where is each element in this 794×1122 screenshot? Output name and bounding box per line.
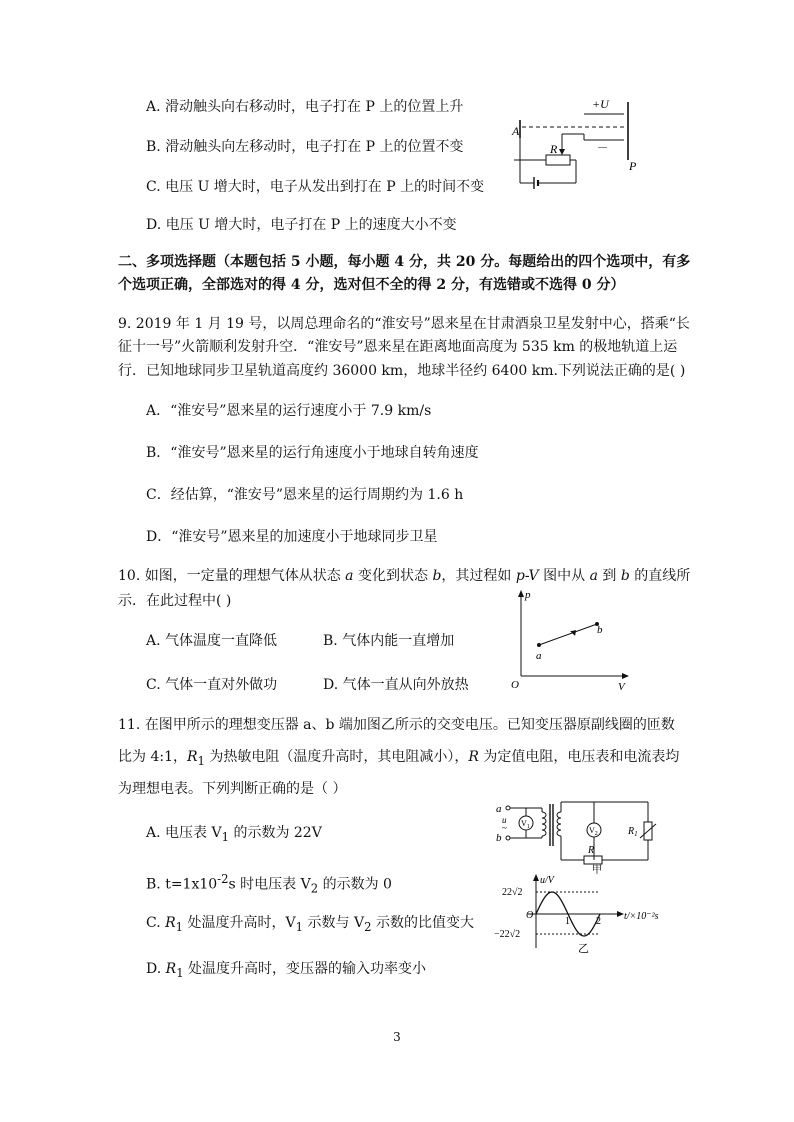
q10-stem-line1: 10. 如图，一定量的理想气体从状态 a 变化到状态 b，其过程如 p-V 图中从 a 到 b 的直线所	[118, 568, 691, 584]
q11-secondary-coil	[557, 812, 561, 836]
q9-option-c: C．经估算，“淮安号”恩来星的运行周期约为 1.6 h	[146, 487, 464, 503]
q10-option-a: A. 气体温度一直降低	[146, 633, 278, 649]
q11-v2-label: $V_2$	[589, 826, 598, 837]
q10-pv-graph	[505, 588, 635, 693]
q11-ymin-label: −22√2	[494, 929, 521, 940]
q11-stem-line1: 11. 在图甲所示的理想变压器 a、b 端加图乙所示的交变电压。已知变压器原副线圈的匝数	[118, 717, 675, 733]
q9-option-b: B．“淮安号”恩来星的运行角速度小于地球自转角速度	[146, 445, 479, 461]
q11-transformer-circuit	[488, 798, 668, 874]
q11-tick-1: 1	[565, 916, 570, 927]
q10-a-label: a	[536, 650, 542, 662]
q8-option-a: A. 滑动触头向右移动时，电子打在 P 上的位置上升	[146, 99, 464, 115]
q11-r1-label: $R_1$	[628, 826, 638, 838]
q11-option-d: D. $R_1$ 处温度升高时，变压器的输入功率变小	[146, 961, 427, 980]
q11-primary-coil	[542, 812, 546, 836]
q11-option-b: B. $t=1x10^{-2}s$ 时电压表 $V_2$ 的示数为 0	[146, 872, 392, 896]
q11-stem-line3: 为理想电表。下列判断正确的是（ ）	[118, 781, 347, 797]
q9-stem-line1: 9. 2019 年 1 月 19 号，以周总理命名的“淮安号”恩来星在甘肃酒泉卫星发射中心，搭乘“长	[118, 316, 690, 332]
q10-point-a	[537, 643, 541, 647]
q10-origin-label: O	[511, 679, 519, 691]
q11-ymax-label: 22√2	[502, 887, 523, 898]
q10-p-axis-label: p	[525, 589, 531, 601]
q11-v1-label: $V_1$	[521, 819, 530, 830]
q10-stem-line2: 示．在此过程中( )	[118, 593, 232, 609]
q8-resistor-r	[546, 155, 570, 165]
q11-terminal-b-label: b	[496, 832, 502, 844]
q11-resistor-r	[584, 856, 602, 864]
section2-heading-line2: 个选项正确，全部选对的得 4 分，选对但不全的得 2 分，有选错或不选得 0 分）	[118, 277, 625, 293]
section2-heading-line1: 二、多项选择题（本题包括 5 小题，每小题 4 分，共 20 分。每题给出的四个选项中，有多	[118, 254, 691, 270]
q11-figure-jia-caption: 甲	[592, 865, 602, 874]
q11-figure-yi-caption: 乙	[578, 943, 589, 955]
page-number: 3	[393, 1030, 401, 1044]
q11-origin-label: O	[526, 910, 534, 921]
q8-minus-label: —	[598, 142, 607, 152]
q10-option-d: D. 气体一直从向外放热	[323, 677, 469, 693]
q11-tick-2: 2	[596, 916, 601, 927]
q11-ac-symbol: ~	[502, 823, 507, 833]
q8-plus-u-label: +U	[592, 97, 609, 111]
q11-u-label: u	[502, 815, 507, 825]
q11-xlabel: t/×10⁻²s	[624, 911, 659, 922]
q8-p-label: P	[629, 159, 637, 173]
q10-option-b: B. 气体内能一直增加	[323, 633, 455, 649]
q11-sine-graph	[488, 874, 688, 956]
q8-option-c: C. 电压 U 增大时，电子从发出到打在 P 上的时间不变	[146, 179, 485, 195]
q8-option-d: D. 电压 U 增大时，电子打在 P 上的速度大小不变	[146, 217, 457, 233]
q8-a-label: A	[512, 124, 520, 138]
q11-option-a: A. 电压表 $V_1$ 的示数为 22V	[146, 825, 322, 844]
q11-stem-line2: 比为 4:1，$R_1$ 为热敏电阻（温度升高时，其电阻减小），R 为定值电阻，电压表和电流表均	[118, 749, 680, 768]
q11-terminal-a-label: a	[496, 803, 502, 815]
q8-r-label: R	[550, 142, 558, 156]
q8-option-b: B. 滑动触头向左移动时，电子打在 P 上的位置不变	[146, 139, 464, 155]
q9-stem-line3: 行．已知地球同步卫星轨道高度约 36000 km，地球半径约 6400 km.下列说法正确的是( )	[118, 363, 686, 379]
q8-circuit-figure	[500, 90, 650, 200]
q11-option-c: C. $R_1$ 处温度升高时，$V_1$ 示数与 $V_2$ 示数的比值变大	[146, 915, 474, 934]
q10-b-label: b	[597, 624, 603, 636]
q10-option-c: C. 气体一直对外做功	[146, 677, 278, 693]
q11-ylabel: u/V	[540, 875, 554, 886]
q9-option-a: A．“淮安号”恩来星的运行速度小于 7.9 km/s	[146, 403, 432, 419]
q9-option-d: D．“淮安号”恩来星的加速度小于地球同步卫星	[146, 529, 438, 545]
q11-r-label: R	[588, 845, 595, 856]
q10-v-axis-label: V	[618, 681, 625, 693]
q9-stem-line2: 征十一号”火箭顺利发射升空．“淮安号”恩来星在距离地面高度为 535 km 的极地轨道上运	[118, 339, 678, 355]
